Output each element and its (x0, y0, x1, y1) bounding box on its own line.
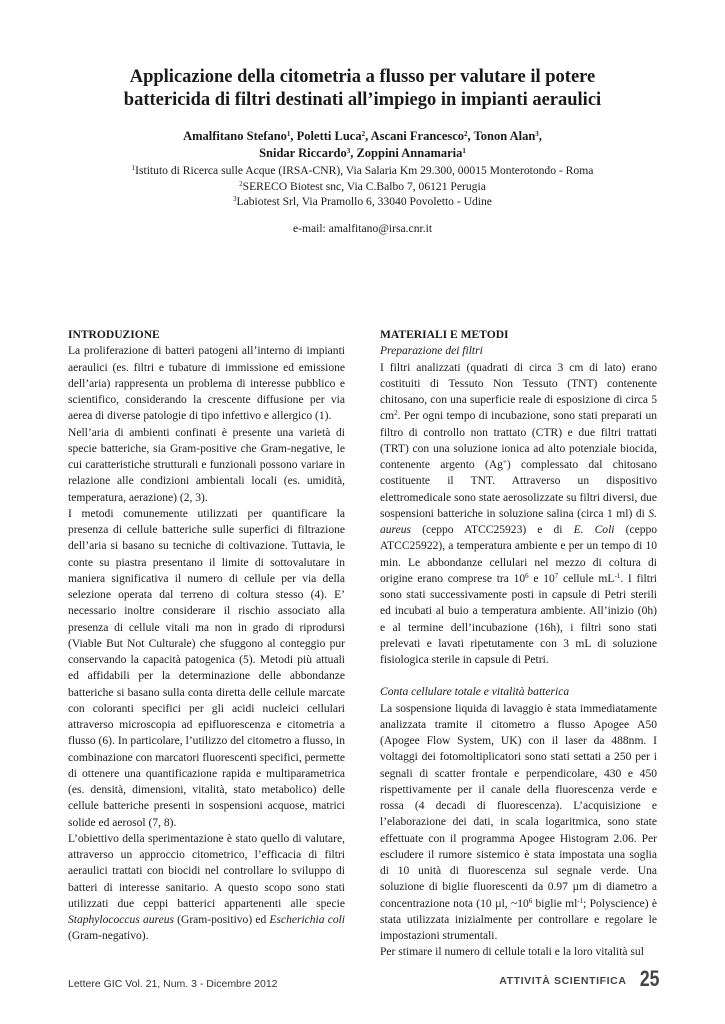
author-list (60, 128, 665, 161)
paragraph: Nell’aria di ambienti confinati è presente una varietà di specie batteriche, sia Gram-positive che Gram-negative, le cui caratteristiche strutturali e funzionali possono variare in relazione alle condizioni ambientali locali (es. umidità, temperatura, aerazione) (2, 3). (68, 426, 345, 504)
section-tag: ATTIVITÀ SCIENTIFICA (499, 975, 627, 987)
subheading-conta-cellulare: Conta cellulare totale e vitalità batterica (380, 686, 570, 699)
superscript: -1 (614, 571, 621, 580)
contact-email: e-mail: amalfitano@irsa.cnr.it (292, 222, 433, 235)
text-run: I filtri analizzati (quadrati di circa 3 cm di lato) erano costituiti di Tessuto Non Tessuto (TNT) contenente chitosano, con una superficie reale di esposizione di circa 5 cm (380, 361, 657, 423)
text-run: (ceppo ATCC25922), a temperatura ambiente e per un tempo di 10 min. Le abbondanze cellulari nel mezzo di coltura di origine erano comprese tra 10 (380, 524, 658, 585)
text-run: . Per ogni tempo di incubazione, sono stati preparati un filtro di controllo non trattato (CTR) e due filtri trattati (TRT) con una soluzione ionica ad alto potenziale biocida, contenente argento (Ag (380, 410, 657, 471)
title-line-1: Applicazione della citometria a flusso per valutare il potere (129, 67, 596, 87)
paragraph: La proliferazione di batteri patogeni all’interno di impianti aeraulici (es. filtri e tubature di immissione ed emissione dell’aria) rappresenta un problema di interesse pubblico e scientifico, considerando la crescente diffusione per via aerea di diverse patologie di tipo infettivo e allergico (1). (68, 345, 345, 423)
affiliation-1 (60, 163, 665, 179)
left-column (68, 327, 345, 945)
section-heading-introduzione: INTRODUZIONE (68, 329, 160, 341)
superscript: 2 (394, 409, 398, 418)
affil-number: 2 (239, 179, 243, 188)
text-run: (Gram-positivo) ed (177, 914, 267, 926)
affil-mark: 2 (361, 130, 366, 138)
page-number: 25 (639, 966, 659, 991)
affiliation-2 (60, 179, 665, 195)
author-name: Poletti Luca (296, 129, 362, 143)
text-run: e 10 (528, 572, 555, 585)
spacer (380, 668, 657, 684)
affil-number: 3 (233, 195, 237, 203)
affiliation-3 (60, 194, 665, 210)
superscript: 6 (528, 896, 533, 905)
title-line-2: battericida di filtri destinati all’impiego in impianti aeraulici (123, 90, 602, 110)
text-run: . I filtri sono stati successivamente posti in capsule di Petri sterili ed incubati al buio a temperatura ambiente. All’inizio (0h) e al termine dell’incubazione (16h), i filtri sono stati prelevati e lavati ripetutamente con 3 mL di soluzione fisiologica sterile in capsule di Petri. (380, 572, 657, 666)
author-name: Snidar Riccardo (259, 145, 347, 160)
paragraph: Per stimare il numero di cellule totali e la loro vitalità sul (380, 946, 644, 959)
paragraph (380, 360, 657, 669)
paragraph (380, 701, 657, 945)
species-name: E. Coli (573, 524, 615, 536)
authors-line-2: Snidar Riccardo$^3$, Zoppini Annamaria$^1$ (259, 145, 466, 160)
author-name: Zoppini Annamaria (356, 145, 463, 160)
species-name: Staphylococcus aureus (68, 914, 174, 926)
text-run: ; Polyscience) è stata utilizzata inizialmente per controllare e regolare le impostazioni strumentali. (380, 897, 658, 942)
affiliation-text: Istituto di Ricerca sulle Acque (IRSA-CNR), Via Salaria Km 29.300, 00015 Monterotondo - Roma (135, 164, 594, 177)
subheading-preparazione: Preparazione dei filtri (380, 345, 483, 358)
text-run: (ceppo ATCC25923) e di (422, 524, 563, 536)
section-heading-materiali-e-metodi: MATERIALI E METODI (380, 329, 509, 341)
article-title (60, 66, 665, 112)
authors-line-1: Amalfitano Stefano$^1$, Poletti Luca$^2$, Ascani Francesco$^2$, Tonon Alan$^3$, (183, 129, 542, 143)
affil-mark: 3 (535, 130, 539, 138)
superscript: + (502, 458, 507, 466)
affil-number: 1 (131, 164, 136, 172)
species-name: Escherichia coli (269, 914, 346, 926)
right-column (380, 327, 657, 961)
affil-mark: 1 (462, 146, 466, 155)
superscript: -1 (577, 896, 584, 905)
text-run: ) complessato dal chitosano costituente il TNT. Attraverso un dispositivo elettromedicale sono state aerosolizzate su filtri diversi, due sospensioni batteriche in soluzione salina (circa 1 ml) di (380, 459, 657, 520)
journal-reference: Lettere GIC Vol. 21, Num. 3 - Dicembre 2012 (68, 978, 278, 990)
affiliations (60, 163, 665, 210)
superscript: 6 (525, 571, 529, 580)
author-name: Ascani Francesco (370, 129, 465, 143)
affil-mark: 3 (346, 146, 351, 155)
affil-mark: 1 (286, 130, 291, 138)
affil-mark: 2 (464, 130, 468, 138)
text-run: cellule mL (558, 572, 615, 585)
author-name: Tonon Alan (473, 129, 536, 143)
affiliation-text: SERECO Biotest snc, Via C.Balbo 7, 06121 Perugia (242, 179, 486, 193)
text-run: (Gram-negativo). (68, 930, 149, 943)
paragraph: I metodi comunemente utilizzati per quantificare la presenza di cellule batteriche sulle superfici di filtrazione dell’aria si basano su tecniche di coltivazione. Tuttavia, le conte su piastra presentano il limite di sottovalutare in maniera significativa il numero di cellule per via della selezione operata dal terreno di coltura stesso (4). E’ necessario inoltre considerare il rischio associato alla presenza di cellule vitali ma non in grado di riprodursi (Viable But Not Culturale) che sfuggono al conteggio pur conservando la capacità patogenica (5). Metodi più attuali ed affidabili per la determinazione delle abbondanze batteriche si basano sulla conta diretta delle cellule marcate con coloranti specifici per gli acidi nucleici cellulari attraverso microscopia ad epifluorescenza e citometria a flusso (6). In particolare, l’utilizzo del citometro a flusso, in combinazione con marcatori fluorescenti specifici, permette di ottenere una quantificazione rapida e multiparametrica (es. densità, dimensioni, vitalità, stato metabolico) delle cellule batteriche presenti in sospensioni acquose, matrici solide ed aerosol (7, 8). (68, 507, 346, 829)
affiliation-text: Labiotest Srl, Via Pramollo 6, 33040 Povoletto - Udine (236, 195, 492, 208)
species-name: S. aureus (380, 507, 658, 536)
paragraph (68, 831, 345, 945)
superscript: 7 (554, 571, 559, 580)
page-footer (499, 968, 659, 990)
text-run: biglie ml (532, 897, 578, 910)
author-name: Amalfitano Stefano (183, 129, 287, 143)
text-run: La sospensione liquida di lavaggio è stata immediatamente analizzata tramite il citometro a flusso Apogee A50 (Apogee Flow System, UK) con il laser da 488nm. I voltaggi dei fotomoltiplicatori sono stati settati a 250 per i segnali di scatter frontale e perpendicolare, 430 e 450 rispettivamente per il canale della fluorescenza verde e rossa (4 decadi di fluorescenza). L’acquisizione e l’elaborazione dei dati, in scala logaritmica, sono state effettuate con il programma Apogee Histogram 2.06. Per escludere il rumore sistemico è stata impostata una soglia di 10 unità di fluorescenza sul segnale verde. Una soluzione di biglie fluorescenti da 0.97 µm di diametro a concentrazione nota (10 µl, ~10 (380, 702, 657, 910)
text-run: L’obiettivo della sperimentazione è stato quello di valutare, attraverso un approccio citometrico, l’efficacia di filtri aeraulici trattati con biocidi nel controllare lo sviluppo di batteri di interesse sanitario. A questo scopo sono stati utilizzati due ceppi batterici appartenenti alle specie (68, 832, 345, 910)
